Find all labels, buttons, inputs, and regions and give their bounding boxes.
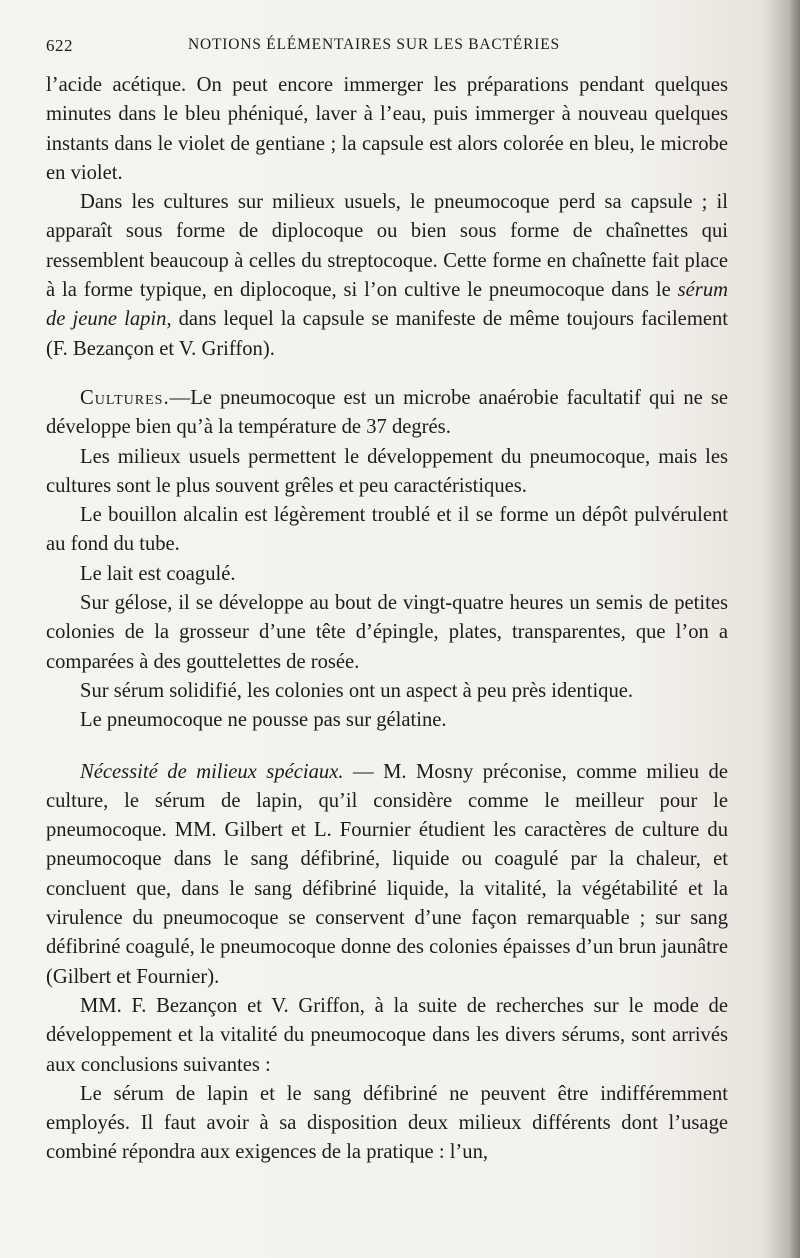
paragraph-bouillon: Le bouillon alcalin est légèrement troublé et il se forme un dépôt pulvérulent au fond du tube. [46,504,728,556]
paragraph-bezancon-griffon: MM. F. Bezançon et V. Griffon, à la suite de recherches sur le mode de développement et la vitalité du pneumocoque dans les divers sérums, sont arrivés aux conclusions suivantes : [46,994,728,1076]
running-title: NOTIONS ÉLÉMENTAIRES SUR LES BACTÉRIES [188,36,560,53]
paragraph-special-media: Nécessité de milieux spéciaux. — M. Mosny préconise, comme milieu de culture, le sérum de lapin, qu’il considère comme le meilleur pour le pneumocoque. MM. Gilbert et L. Fournier étudient les caractères de culture du pneumocoque dans le sang défibriné, liquide ou coagulé par la chaleur, et concluent que, dans le sang défibriné liquide, la vitalité, la végétabilité et la virulence du pneumocoque se conservent d’une façon remarquable ; sur sang défibriné coagulé, le pneumocoque donne des colonies épaisses d’un brun jaunâtre (Gilbert et Fournier). [46,760,728,988]
paragraph-serum-solidifie: Sur sérum solidifié, les colonies ont un aspect à peu près identique. [80,679,634,702]
page-number: 622 [46,36,73,55]
paragraph-conclusions: Le sérum de lapin et le sang défibriné ne peuvent être indifféremment employés. Il faut avoir à sa disposition deux milieux différents dont l’usage combiné répondra aux exigences de la pratique : l’un, [46,1082,728,1164]
paragraph-gelatine: Le pneumocoque ne pousse pas sur gélatine. [80,709,447,732]
body-text [46,71,728,1168]
paragraph-gelose: Sur gélose, il se développe au bout de vingt-quatre heures un semis de petites colonies de la grosseur d’une tête d’épingle, plates, transparentes, que l’on a comparées à des gouttelettes de rosée. [46,592,728,673]
italic-serum-term: sérum de jeune lapin [46,279,728,331]
section-heading-special-media: Nécessité de milieux spéciaux. [80,760,344,783]
paragraph-usual-cultures: Dans les cultures sur milieux usuels, le pneumocoque perd sa capsule ; il apparaît sous forme de diplocoque ou bien sous forme de chaînettes qui ressemblent beaucoup à celles du streptocoque. Cette forme en chaînette fait place à la forme typique, en diplocoque, si l’on cultive le pneumocoque dans le sérum de jeune lapin, dans lequel la capsule se manifeste de même toujours facilement (F. Bezançon et V. Griffon). [46,191,728,360]
paragraph-staining-end: l’acide acétique. On peut encore immerger les préparations pendant quelques minutes dans le bleu phéniqué, laver à l’eau, puis immerger à nouveau quelques instants dans le violet de gentiane ; la capsule est alors colorée en bleu, le microbe en violet. [46,74,728,184]
paragraph-lait: Le lait est coagulé. [80,562,236,585]
spine-shadow [762,0,800,1258]
page-header [46,36,726,62]
paragraph-cultures-section: Cultures.—Le pneumocoque est un microbe anaérobie facultatif qui ne se développe bien qu’à la température de 37 degrés. [46,386,728,439]
section-heading-cultures: Cultures. [80,386,170,409]
paragraph-usual-media: Les milieux usuels permettent le développement du pneumocoque, mais les cultures sont le plus souvent grêles et peu caractéristiques. [46,445,728,497]
